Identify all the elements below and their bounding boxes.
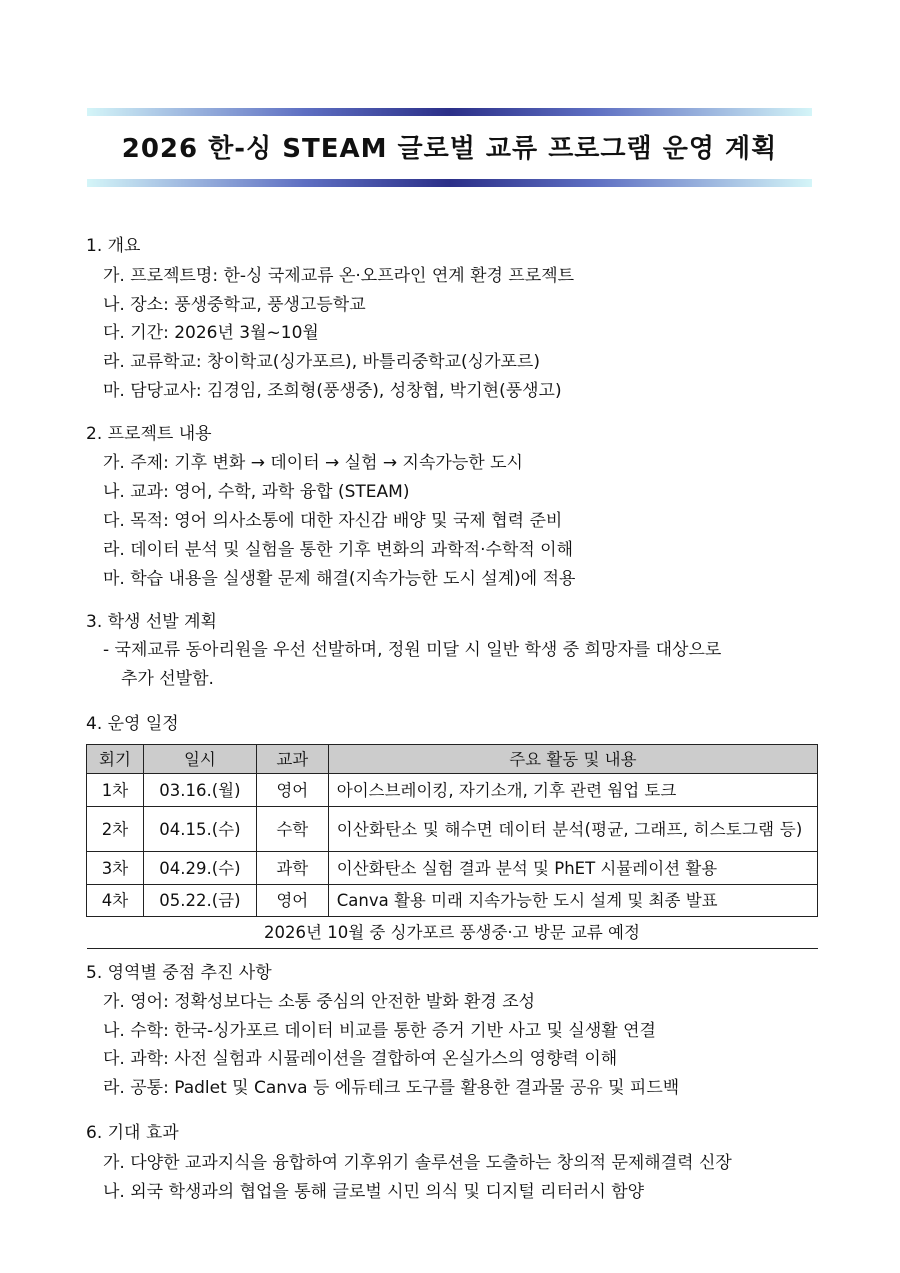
column-header: 주요 활동 및 내용 (328, 745, 817, 774)
schedule-table (86, 744, 818, 949)
activity-cell: 아이스브레이킹, 자기소개, 기후 관련 웜업 토크 (328, 774, 817, 807)
visit-note-cell: 2026년 10월 중 싱가포르 풍생중·고 방문 교류 예정 (87, 917, 818, 949)
session-cell: 3차 (87, 852, 144, 885)
subject-cell: 영어 (256, 774, 328, 807)
section-5-item: 다. 과학: 사전 실험과 시뮬레이션을 결합하여 온실가스의 영향력 이해 (103, 1049, 618, 1069)
section-5-item: 라. 공통: Padlet 및 Canva 등 에듀테크 도구를 활용한 결과물 공유 및 피드백 (103, 1078, 680, 1098)
date-cell: 05.22.(금) (143, 885, 256, 917)
section-1-item: 마. 담당교사: 김경임, 조희형(풍생중), 성창협, 박기현(풍생고) (103, 381, 562, 401)
title-bottom-bar (87, 179, 812, 187)
column-header: 일시 (143, 745, 256, 774)
selection-note-line: 추가 선발함. (121, 669, 214, 689)
date-cell: 03.16.(월) (143, 774, 256, 807)
section-1-item: 나. 장소: 풍생중학교, 풍생고등학교 (103, 295, 366, 315)
section-6-heading: 6. 기대 효과 (86, 1123, 179, 1143)
section-2-item: 라. 데이터 분석 및 실험을 통한 기후 변화의 과학적·수학적 이해 (103, 540, 573, 560)
section-5-item: 나. 수학: 한국-싱가포르 데이터 비교를 통한 증거 기반 사고 및 실생활 연결 (103, 1021, 656, 1041)
selection-note-line: - 국제교류 동아리원을 우선 선발하며, 정원 미달 시 일반 학생 중 희망자를 대상으로 (103, 640, 722, 660)
section-1-item: 다. 기간: 2026년 3월~10월 (103, 323, 319, 343)
session-cell: 1차 (87, 774, 144, 807)
section-2-item: 마. 학습 내용을 실생활 문제 해결(지속가능한 도시 설계)에 적용 (103, 569, 576, 589)
session-cell: 4차 (87, 885, 144, 917)
activity-cell: Canva 활용 미래 지속가능한 도시 설계 및 최종 발표 (328, 885, 817, 917)
section-5-item: 가. 영어: 정확성보다는 소통 중심의 안전한 발화 환경 조성 (103, 992, 536, 1012)
section-6-item: 가. 다양한 교과지식을 융합하여 기후위기 솔루션을 도출하는 창의적 문제해결력 신장 (103, 1153, 732, 1173)
section-5-heading: 5. 영역별 중점 추진 사항 (86, 963, 272, 983)
table-footer-row (87, 917, 818, 949)
section-2-heading: 2. 프로젝트 내용 (86, 424, 212, 444)
section-1-item: 라. 교류학교: 창이학교(싱가포르), 바틀리중학교(싱가포르) (103, 352, 540, 372)
activity-cell: 이산화탄소 실험 결과 분석 및 PhET 시뮬레이션 활용 (328, 852, 817, 885)
section-6-item: 나. 외국 학생과의 협업을 통해 글로벌 시민 의식 및 디지털 리터러시 함양 (103, 1182, 645, 1202)
selection-note (103, 636, 815, 694)
column-header: 회기 (87, 745, 144, 774)
section-1-item: 가. 프로젝트명: 한-싱 국제교류 온·오프라인 연계 환경 프로젝트 (103, 266, 575, 286)
section-2-item: 가. 주제: 기후 변화 → 데이터 → 실험 → 지속가능한 도시 (103, 453, 523, 473)
section-2-item: 나. 교과: 영어, 수학, 과학 융합 (STEAM) (103, 482, 410, 502)
date-cell: 04.29.(수) (143, 852, 256, 885)
subject-cell: 수학 (256, 807, 328, 852)
session-cell: 2차 (87, 807, 144, 852)
table-row (87, 852, 818, 885)
section-4-heading: 4. 운영 일정 (86, 714, 179, 734)
table-row (87, 774, 818, 807)
section-1-heading: 1. 개요 (86, 236, 141, 256)
column-header: 교과 (256, 745, 328, 774)
table-row (87, 807, 818, 852)
activity-cell: 이산화탄소 및 해수면 데이터 분석(평균, 그래프, 히스토그램 등) (328, 807, 817, 852)
document-title: 2026 한-싱 STEAM 글로벌 교류 프로그램 운영 계획 (121, 134, 778, 164)
subject-cell: 과학 (256, 852, 328, 885)
table-row (87, 885, 818, 917)
table-header-row (87, 745, 818, 774)
title-top-bar (87, 108, 812, 116)
section-2-item: 다. 목적: 영어 의사소통에 대한 자신감 배양 및 국제 협력 준비 (103, 511, 563, 531)
section-3-heading: 3. 학생 선발 계획 (86, 612, 217, 632)
date-cell: 04.15.(수) (143, 807, 256, 852)
subject-cell: 영어 (256, 885, 328, 917)
